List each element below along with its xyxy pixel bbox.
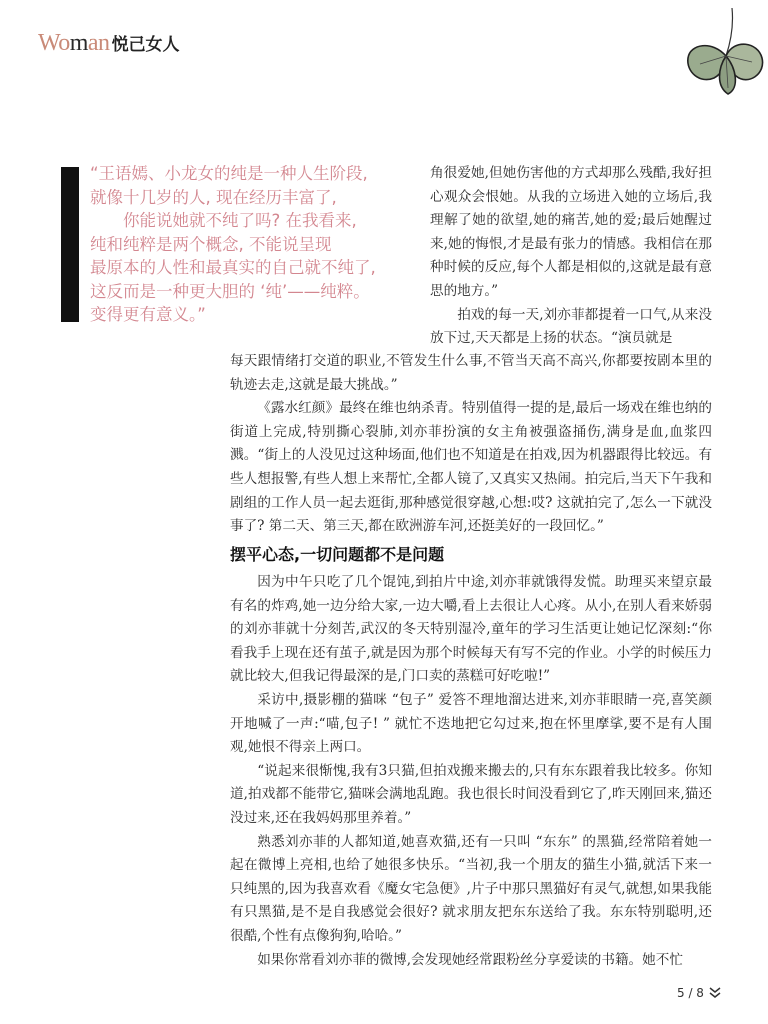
article-main-column-lower	[230, 571, 712, 972]
pull-quote-line: 变得更有意义。”	[90, 305, 206, 324]
leaf-illustration	[682, 8, 768, 98]
article-paragraph: 熟悉刘亦菲的人都知道,她喜欢猫,还有一只叫 “东东” 的黑猫,经常陪着她一起在微博上亮相,也给了她很多快乐。“当初,我一个朋友的猫生小猫,就活下来一只纯黑的,因为我喜欢看《魔女宅急便》,片子中那只黑猫好有灵气,就想,如果我能有只黑猫,是不是自我感觉会很好? 就求朋友把东东送给了我。东东特别聪明,还很酷,个性有点像狗狗,哈哈。”	[230, 833, 712, 944]
pull-quote-line: “王语嫣、小龙女的纯是一种人生阶段,	[90, 164, 368, 183]
article-paragraph: 拍戏的每一天,刘亦菲都提着一口气,从来没放下过,天天都是上扬的状态。“演员就是	[430, 306, 712, 347]
pull-quote-bar	[61, 167, 79, 322]
page-indicator[interactable]	[677, 986, 722, 1000]
article-paragraph: 每天跟情绪打交道的职业,不管发生什么事,不管当天高不高兴,你都要按剧本里的轨迹去走,这就是最大挑战。”	[230, 353, 712, 393]
logo-en-prefix: Wo	[38, 30, 70, 56]
pull-quote-line: 就像十几岁的人, 现在经历丰富了,	[90, 187, 337, 207]
article-paragraph: 角很爱她,但她伤害他的方式却那么残酷,我好担心观众会恨她。从我的立场进入她的立场后,我理解了她的欲望,她的痛苦,她的爱;最后她醒过来,她的悔恨,才是最有张力的情感。我相信在那种时候的反应,每个人都是相似的,这就是最有意思的地方。”	[430, 165, 712, 299]
pull-quote-line: 纯和纯粹是两个概念, 不能说呈现	[90, 234, 332, 254]
article-paragraph: 《露水红颜》最终在维也纳杀青。特别值得一提的是,最后一场戏在维也纳的街道上完成,特别撕心裂肺,刘亦菲扮演的女主角被强盗捅伤,满身是血,血浆四溅。“街上的人没见过这种场面,他们也不知道是在拍戏,因为机器跟得比较远。有些人想报警,有些人想上来帮忙,全都人镜了,又真实又热闹。拍完后,当天下午我和剧组的工作人员一起去逛街,那种感觉很穿越,心想:哎? 这就拍完了,怎么一下就没事了? 第二天、第三天,都在欧洲游车河,还挺美好的一段回忆。”	[230, 400, 712, 535]
article-paragraph: 采访中,摄影棚的猫咪 “包子” 爱答不理地溜达进来,刘亦菲眼睛一亮,喜笑颜开地喊了一声:“喵,包子! ” 就忙不迭地把它勾过来,抱在怀里摩挲,要不是有人围观,她恨不得亲上两口。	[230, 691, 712, 756]
article-paragraph: “说起来很惭愧,我有3只猫,但拍戏搬来搬去的,只有东东跟着我比较多。你知道,拍戏都不能带它,猫咪会满地乱跑。我也很长时间没看到它了,昨天刚回来,猫还没过来,还在我妈妈那里养着。”	[230, 762, 712, 826]
section-heading: 摆平心态,一切问题都不是问题	[230, 545, 445, 564]
pull-quote	[90, 162, 390, 327]
pull-quote-line: 你能说她就不纯了吗? 在我看来,	[90, 211, 357, 230]
pull-quote-line: 最原本的人性和最真实的自己就不纯了,	[90, 258, 376, 277]
article-right-column	[430, 162, 712, 351]
article-paragraph: 因为中午只吃了几个馄饨,到拍片中途,刘亦菲就饿得发慌。助理买来望京最有名的炸鸡,她一边分给大家,一边大嚼,看上去很让人心疼。从小,在别人看来娇弱的刘亦菲就十分刻苦,武汉的冬天特别湿冷,童年的学习生活更让她记忆深刻:“你看我手上现在还有茧子,就是因为那个时候每天有写不完的作业。小学的时候压力就比较大,但我记得最深的是,门口卖的蒸糕可好吃啦!”	[230, 574, 712, 685]
logo-en-m: m	[69, 30, 88, 56]
article-main-column	[230, 350, 712, 539]
double-chevron-down-icon[interactable]	[708, 986, 722, 1000]
logo-cn: 悦己女人	[111, 35, 180, 55]
magazine-logo	[38, 30, 180, 56]
article-paragraph: 如果你常看刘亦菲的微博,会发现她经常跟粉丝分享爱读的书籍。她不忙	[257, 951, 683, 968]
pull-quote-line: 这反而是一种更大胆的 ‘纯’——纯粹。	[90, 281, 370, 301]
page-number: 5 / 8	[677, 986, 704, 1000]
logo-en-suffix: an	[87, 30, 110, 56]
